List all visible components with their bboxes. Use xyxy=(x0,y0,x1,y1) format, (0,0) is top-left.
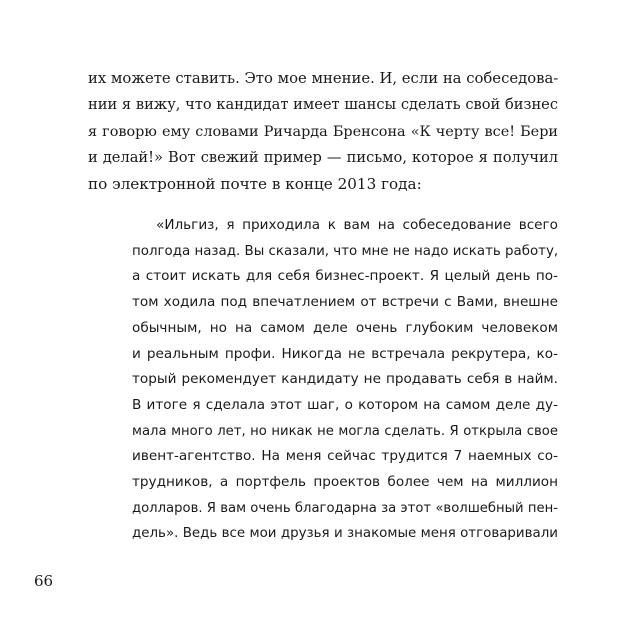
body-line: нии я вижу, что кандидат имеет шансы сделать свой бизнес xyxy=(88,96,558,114)
quote-line: «Ильгиз, я приходила к вам на собеседование всего xyxy=(156,217,558,233)
body-line: по электронной почте в конце 2013 года: xyxy=(88,175,422,194)
body-line: их можете ставить. Это мое мнение. И, если на собеседова- xyxy=(88,70,559,87)
quote-line: том ходила под впечатлением от встречи с Вами, внешне xyxy=(132,294,558,311)
body-line: я говорю ему словами Ричарда Бренсона «К черту все! Бери xyxy=(88,123,558,140)
quote-line: ивент-агентство. На меня сейчас трудится 7 наемных со- xyxy=(132,448,558,465)
quote-line: а стоит искать для себя бизнес-проект. Я целый день по- xyxy=(132,268,558,285)
quote-line: мала много лет, но никак не могла сделать. Я открыла свое xyxy=(132,423,558,439)
quote-line: дель». Ведь все мои друзья и знакомые меня отговаривали xyxy=(132,526,558,542)
body-paragraph xyxy=(88,66,558,197)
quote-line: долларов. Я вам очень благодарна за этот «волшебный пен- xyxy=(132,500,558,516)
quote-line: полгода назад. Вы сказали, что мне не надо искать работу, xyxy=(132,243,559,259)
page-number: 66 xyxy=(34,572,54,590)
quote-line: и реальным профи. Никогда не встречала рекрутера, ко- xyxy=(132,345,558,362)
quote-line: торый рекомендует кандидату не продавать себя в найм. xyxy=(132,371,558,388)
quote-line: трудников, а портфель проектов более чем на миллион xyxy=(132,474,558,491)
letter-quote xyxy=(132,213,558,547)
quote-line: В итоге я сделала этот шаг, о котором на самом деле ду- xyxy=(132,396,558,413)
quote-line: обычным, но на самом деле очень глубоким человеком xyxy=(132,319,558,336)
body-line: и делай!» Вот свежий пример — письмо, которое я получил xyxy=(88,148,558,166)
